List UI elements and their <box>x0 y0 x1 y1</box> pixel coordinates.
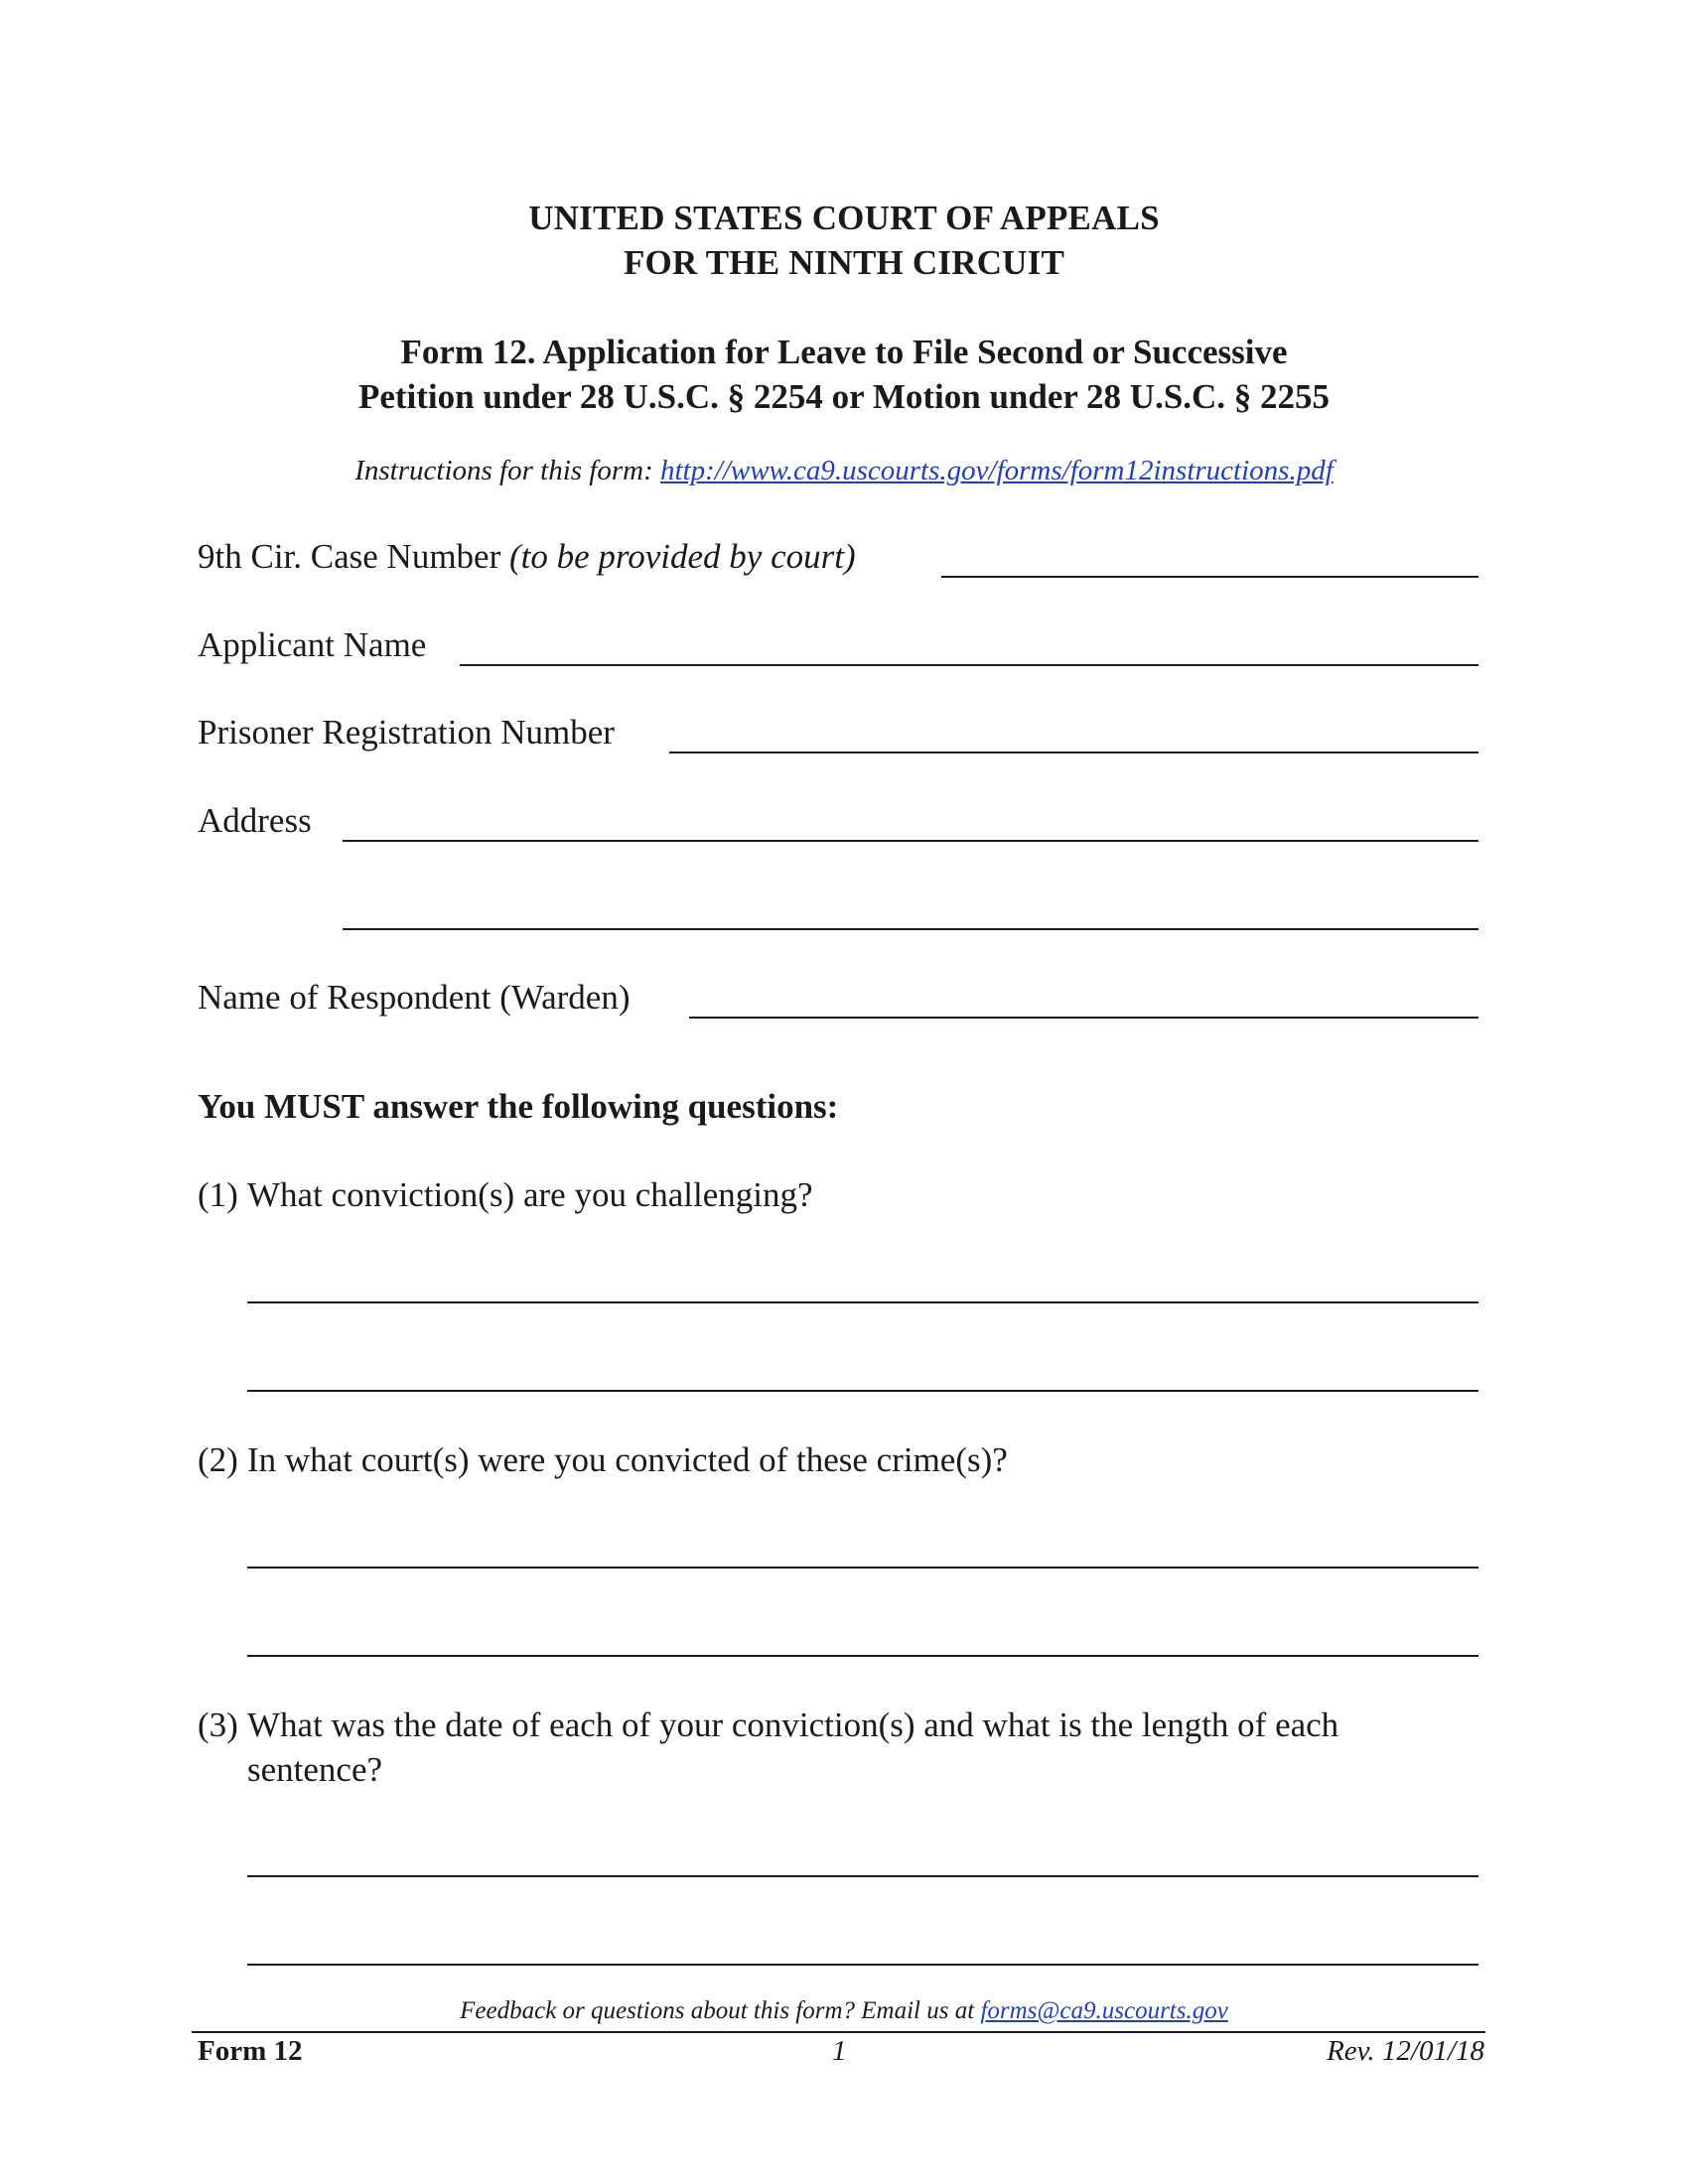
question-3-answer-line1[interactable] <box>247 1875 1478 1877</box>
address-line1-field[interactable] <box>343 840 1478 842</box>
question-1-text: What conviction(s) are you challenging? <box>247 1175 813 1214</box>
respondent-field[interactable] <box>689 1017 1478 1019</box>
case-number-field[interactable] <box>941 576 1478 578</box>
prisoner-registration-field[interactable] <box>669 751 1478 753</box>
address-label: Address <box>198 801 312 840</box>
question-2-answer-line1[interactable] <box>247 1567 1478 1569</box>
case-number-label: 9th Cir. Case Number <box>198 537 501 576</box>
question-3-text-cont: sentence? <box>247 1750 383 1789</box>
question-2-answer-line2[interactable] <box>247 1655 1478 1657</box>
footer-rule <box>192 2031 1485 2033</box>
prisoner-registration-label: Prisoner Registration Number <box>198 713 615 751</box>
applicant-name-label: Applicant Name <box>198 625 427 664</box>
footer-page-number: 1 <box>832 2035 847 2067</box>
applicant-name-field[interactable] <box>460 664 1478 666</box>
question-3-answer-line2[interactable] <box>247 1964 1478 1966</box>
question-3-number: (3) <box>198 1706 238 1744</box>
form-title-line2: Petition under 28 U.S.C. § 2254 or Motion under 28 U.S.C. § 2255 <box>357 377 1331 416</box>
footer-revision: Rev. 12/01/18 <box>1327 2035 1484 2067</box>
form-title-line1: Form 12. Application for Leave to File Second or Successive <box>400 333 1288 371</box>
question-2-number: (2) <box>198 1440 238 1479</box>
question-1-answer-line2[interactable] <box>247 1390 1478 1392</box>
question-1-number: (1) <box>198 1175 238 1214</box>
question-3-text: What was the date of each of your conviction(s) and what is the length of each <box>247 1706 1339 1744</box>
respondent-label: Name of Respondent (Warden) <box>198 978 631 1017</box>
court-name-line1: UNITED STATES COURT OF APPEALS <box>528 199 1160 237</box>
court-name-line2: FOR THE NINTH CIRCUIT <box>623 243 1065 282</box>
question-1-answer-line1[interactable] <box>247 1301 1478 1303</box>
questions-heading: You MUST answer the following questions: <box>198 1087 839 1126</box>
footer-feedback-email[interactable]: forms@ca9.uscourts.gov <box>980 1997 1228 2024</box>
address-line2-field[interactable] <box>343 928 1478 930</box>
instructions-line <box>0 455 1688 487</box>
question-2-text: In what court(s) were you convicted of these crime(s)? <box>247 1440 1008 1479</box>
footer-form-label: Form 12 <box>198 2035 303 2067</box>
footer-feedback-prefix: Feedback or questions about this form? Email us at <box>460 1997 981 2024</box>
footer-feedback <box>0 1997 1688 2025</box>
instructions-link[interactable]: http://www.ca9.uscourts.gov/forms/form12instructions.pdf <box>659 455 1334 486</box>
case-number-note: (to be provided by court) <box>509 537 856 576</box>
case-number-label-row <box>198 537 856 577</box>
instructions-prefix: Instructions for this form: <box>354 455 660 486</box>
